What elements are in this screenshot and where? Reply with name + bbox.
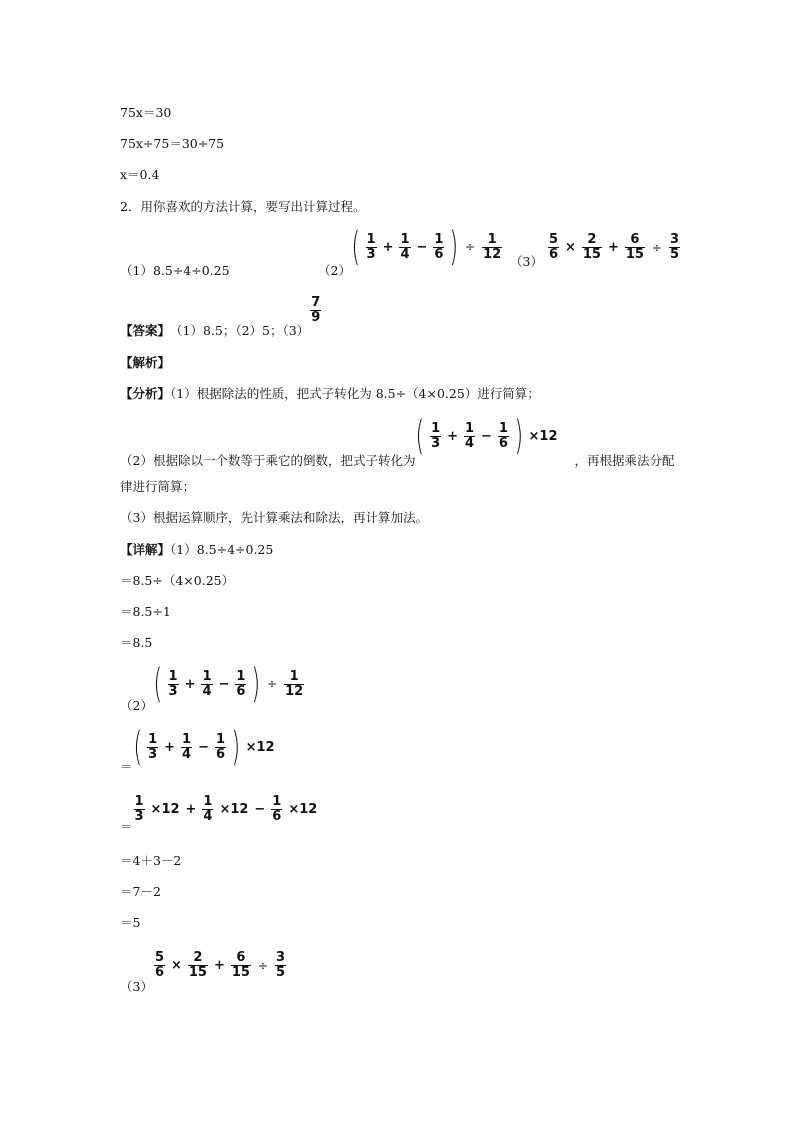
fenxi-2-text-b: ，再根据乘法分配 bbox=[574, 453, 675, 468]
fraction-1-6: $\frac{1}{6}$ bbox=[434, 231, 444, 262]
problem-1: （1）8.5÷4÷0.25 bbox=[120, 263, 230, 278]
plus-sign: + bbox=[382, 239, 394, 255]
xiangjie-3-problem: （3） $\frac{5}{6}$ × $\frac{2}{15}$ + $\frac{6}{15}$ ÷ $\frac{3}{5}$ bbox=[120, 950, 286, 994]
xiangjie-2-step-3: ＝4＋3－2 bbox=[120, 853, 182, 868]
problem-3: （3） $\frac{5}{6}$ × $\frac{2}{15}$ + $\frac{6}{15}$ ÷ $\frac{3}{5}$ bbox=[510, 232, 679, 269]
fenxi-line-2: （2）根据除以一个数等于乘它的倒数，把式子转化为( $\frac{1}{3}$ + $\frac{1}{4}$ − $\frac{1}{6}$ ) ×12，再根据乘法分配 bbox=[120, 413, 675, 468]
xiangjie-2-step-5: ＝5 bbox=[120, 915, 141, 930]
question-2-title: 2．用你喜欢的方法计算，要写出计算过程。 bbox=[120, 199, 366, 214]
fraction-6-15: $\frac{6}{15}$ bbox=[625, 232, 644, 262]
xiangjie-line-4: ＝8.5 bbox=[120, 635, 153, 650]
xiangjie-line-3: ＝8.5÷1 bbox=[120, 604, 171, 619]
equation-line-1: 75x＝30 bbox=[120, 105, 172, 120]
fenxi-line-2c: 律进行简算； bbox=[120, 479, 196, 494]
fenxi-line-3: （3）根据运算顺序，先计算乘法和除法，再计算加法。 bbox=[120, 510, 428, 525]
fraction-1-12: $\frac{1}{12}$ bbox=[483, 231, 502, 262]
minus-sign: − bbox=[416, 239, 428, 255]
answer-line bbox=[120, 295, 322, 338]
xiangjie-2-step-4: ＝7－2 bbox=[120, 884, 161, 899]
equation-line-3: x＝0.4 bbox=[120, 167, 160, 182]
fraction-5-6: $\frac{5}{6}$ bbox=[548, 232, 558, 262]
right-paren: ) bbox=[449, 224, 459, 270]
xiangjie-line-2: ＝8.5÷（4×0.25） bbox=[120, 573, 235, 588]
problem-2 bbox=[318, 224, 503, 279]
fraction-1-3: $\frac{1}{3}$ bbox=[366, 231, 376, 262]
problem-2-label: （2） bbox=[318, 263, 351, 278]
xiangjie-line-1: 【详解】（1）8.5÷4÷0.25 bbox=[120, 542, 274, 557]
answer-tag: 【答案】 bbox=[120, 323, 171, 338]
answer-text: （1）8.5；（2）5；（3） bbox=[170, 323, 310, 338]
fenxi-tag: 【分析】 bbox=[120, 386, 171, 401]
left-paren: ( bbox=[351, 224, 361, 270]
xiangjie-2-step-1: ＝( $\frac{1}{3}$ + $\frac{1}{4}$ − $\frac{1}{6}$ ) ×12 bbox=[120, 724, 275, 774]
divide-sign: ÷ bbox=[465, 240, 476, 254]
jiexi-heading: 【解析】 bbox=[120, 355, 171, 370]
fraction-7-9: $\frac{7}{9}$ bbox=[311, 295, 321, 325]
xiangjie-2-problem: （2）( $\frac{1}{3}$ + $\frac{1}{4}$ − $\frac{1}{6}$ ) ÷ $\frac{1}{12}$ bbox=[120, 661, 304, 713]
fenxi-2-text-a: （2）根据除以一个数等于乘它的倒数，把式子转化为 bbox=[120, 453, 416, 468]
xiangjie-tag: 【详解】 bbox=[120, 542, 171, 557]
fenxi-line-1 bbox=[120, 386, 540, 402]
equation-line-2: 75x÷75＝30÷75 bbox=[120, 136, 225, 151]
fraction-2-15: $\frac{2}{15}$ bbox=[582, 232, 601, 262]
problem-3-label: （3） bbox=[510, 253, 543, 269]
fraction-1-4: $\frac{1}{4}$ bbox=[400, 231, 410, 262]
fraction-3-5: $\frac{3}{5}$ bbox=[669, 232, 679, 262]
xiangjie-2-step-2: ＝ $\frac{1}{3}$ ×12 + $\frac{1}{4}$ ×12 − $\frac{1}{6}$ ×12 bbox=[120, 794, 318, 834]
fenxi-1-text: （1）根据除法的性质，把式子转化为 8.5÷（4×0.25）进行简算； bbox=[170, 386, 540, 401]
